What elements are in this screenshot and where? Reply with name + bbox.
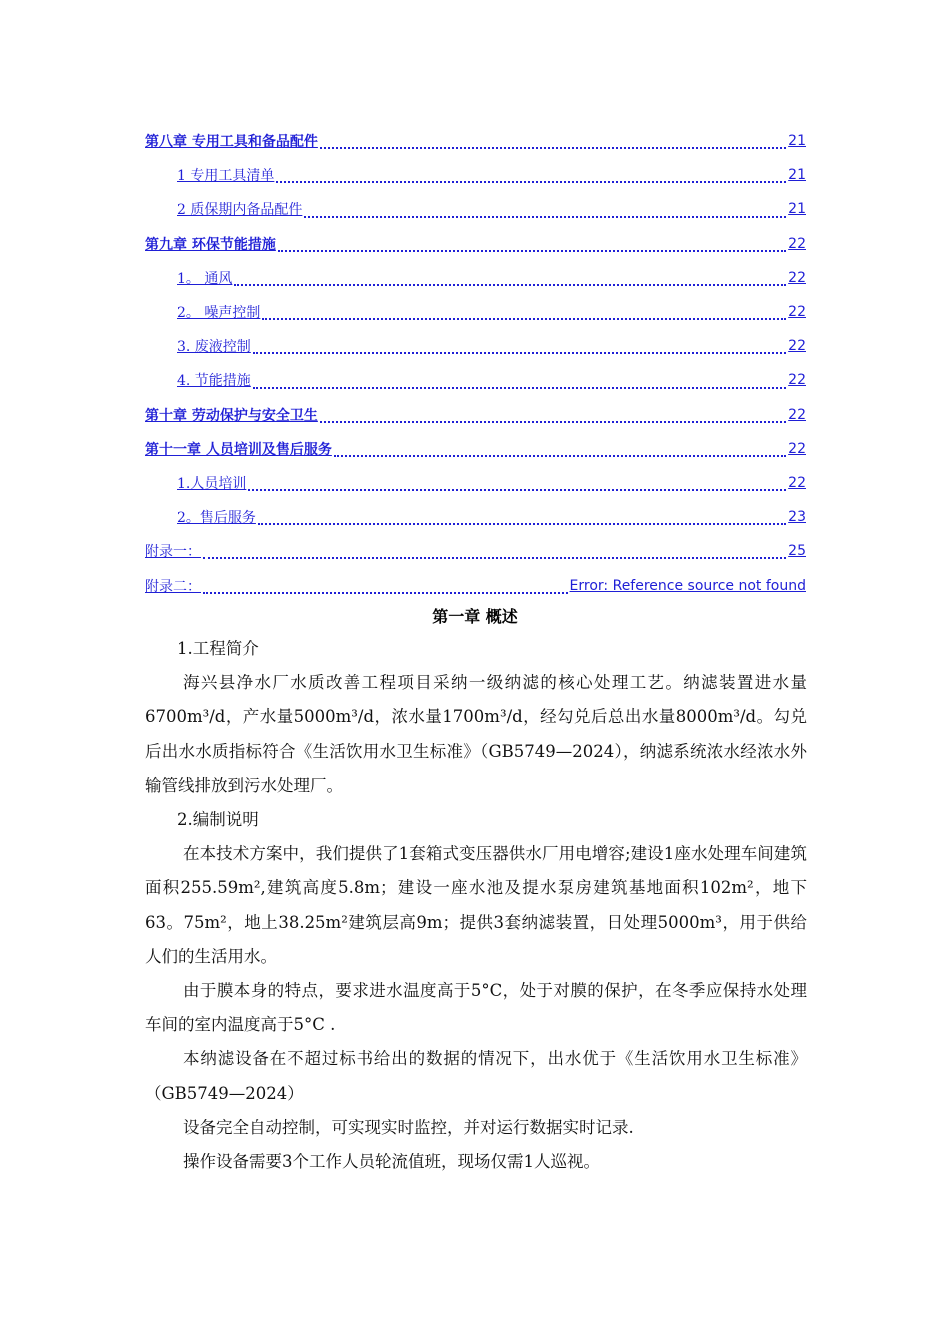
toc-leader-dots — [320, 146, 786, 149]
toc-leader-dots — [203, 556, 786, 559]
section-heading: 1.工程简介 — [177, 639, 259, 658]
toc-entry-page: 22 — [788, 235, 806, 252]
toc-entry[interactable] — [145, 500, 806, 534]
toc-leader-dots — [276, 180, 786, 183]
body-paragraph: 由于膜本身的特点，要求进水温度高于5°C，处于对膜的保护，在冬季应保持水处理车间的室内温度高于5°C . — [145, 981, 807, 1035]
toc-entry-page: 22 — [788, 474, 806, 491]
toc-leader-dots — [320, 420, 786, 423]
toc-entry-label: 1 专用工具清单 — [177, 168, 275, 185]
chapter-title: 第一章 概述 — [432, 607, 518, 626]
toc-entry[interactable] — [145, 568, 806, 602]
body-paragraph: 设备完全自动控制，可实现实时监控，并对运行数据实时记录. — [183, 1117, 634, 1137]
toc-entry[interactable] — [145, 534, 806, 568]
toc-entry-label: 第十一章 人员培训及售后服务 — [145, 441, 332, 458]
toc-entry-label: 4. 节能措施 — [177, 373, 251, 390]
toc-entry-label: 第十章 劳动保护与安全卫生 — [145, 407, 318, 424]
toc-entry-label: 2 质保期内备品配件 — [177, 202, 303, 219]
toc-leader-dots — [248, 488, 786, 491]
toc-entry[interactable] — [145, 227, 806, 261]
toc-entry[interactable] — [145, 124, 806, 158]
toc-entry[interactable] — [145, 329, 806, 363]
section-heading: 2.编制说明 — [177, 810, 259, 830]
toc-entry[interactable] — [145, 398, 806, 432]
table-of-contents — [145, 124, 806, 603]
toc-entry-label: 附录一： — [145, 544, 201, 561]
toc-entry-page: 21 — [788, 201, 806, 218]
toc-entry-page: 22 — [788, 304, 806, 321]
toc-leader-dots — [258, 522, 786, 525]
toc-leader-dots — [304, 215, 786, 218]
toc-leader-dots — [253, 386, 786, 389]
toc-entry[interactable] — [145, 363, 806, 397]
toc-entry[interactable] — [145, 466, 806, 500]
body-paragraph: 在本技术方案中，我们提供了1套箱式变压器供水厂用电增容;建设1座水处理车间建筑面积255.59m²,建筑高度5.8m；建设一座水池及提水泵房建筑基地面积102m²，地下63。75m²，地上38.25m²建筑层高9m；提供3套纳滤装置，日处理5000m³，用于供给人们的生活用水。 — [145, 844, 807, 966]
toc-entry-page: 22 — [788, 406, 806, 423]
body-paragraph: 海兴县净水厂水质改善工程项目采纳一级纳滤的核心处理工艺。纳滤装置进水量6700m³/d，产水量5000m³/d，浓水量1700m³/d，经勾兑后总出水量8000m³/d。勾兑后出水水质指标符合《生活饮用水卫生标准》（GB5749—2024），纳滤系统浓水经浓水外输管线排放到污水处理厂。 — [145, 673, 807, 795]
toc-entry-label: 1.人员培训 — [177, 475, 247, 492]
toc-entry-page: 21 — [788, 133, 806, 150]
toc-entry-label: 第九章 环保节能措施 — [145, 236, 276, 253]
toc-leader-dots — [278, 249, 786, 252]
toc-entry-page: 22 — [788, 338, 806, 355]
toc-entry-page: 22 — [788, 269, 806, 286]
document-body — [145, 632, 807, 1179]
toc-entry-label: 2。售后服务 — [177, 510, 256, 527]
toc-entry-label: 1。 通风 — [177, 270, 233, 287]
toc-entry[interactable] — [145, 432, 806, 466]
toc-leader-dots — [262, 317, 786, 320]
toc-entry[interactable] — [145, 295, 806, 329]
toc-leader-dots — [334, 454, 786, 457]
toc-entry-page: 23 — [788, 509, 806, 526]
body-paragraph: 操作设备需要3个工作人员轮流值班，现场仅需1人巡视。 — [183, 1152, 600, 1172]
toc-entry-label: 2。 噪声控制 — [177, 305, 261, 322]
toc-entry[interactable] — [145, 261, 806, 295]
toc-entry[interactable] — [145, 158, 806, 192]
toc-entry-page: Error: Reference source not found — [569, 577, 806, 594]
toc-entry-page: 22 — [788, 440, 806, 457]
toc-leader-dots — [234, 283, 786, 286]
toc-leader-dots — [253, 351, 786, 354]
toc-entry-page: 25 — [788, 543, 806, 560]
body-paragraph: 本纳滤设备在不超过标书给出的数据的情况下，出水优于《生活饮用水卫生标准》（GB5749—2024） — [145, 1049, 807, 1103]
toc-entry-label: 第八章 专用工具和备品配件 — [145, 134, 318, 151]
toc-leader-dots — [203, 591, 568, 594]
toc-entry-page: 21 — [788, 167, 806, 184]
toc-entry-page: 22 — [788, 372, 806, 389]
toc-entry-label: 3. 废液控制 — [177, 339, 251, 356]
toc-entry[interactable] — [145, 192, 806, 226]
toc-entry-label: 附录二： — [145, 578, 201, 595]
